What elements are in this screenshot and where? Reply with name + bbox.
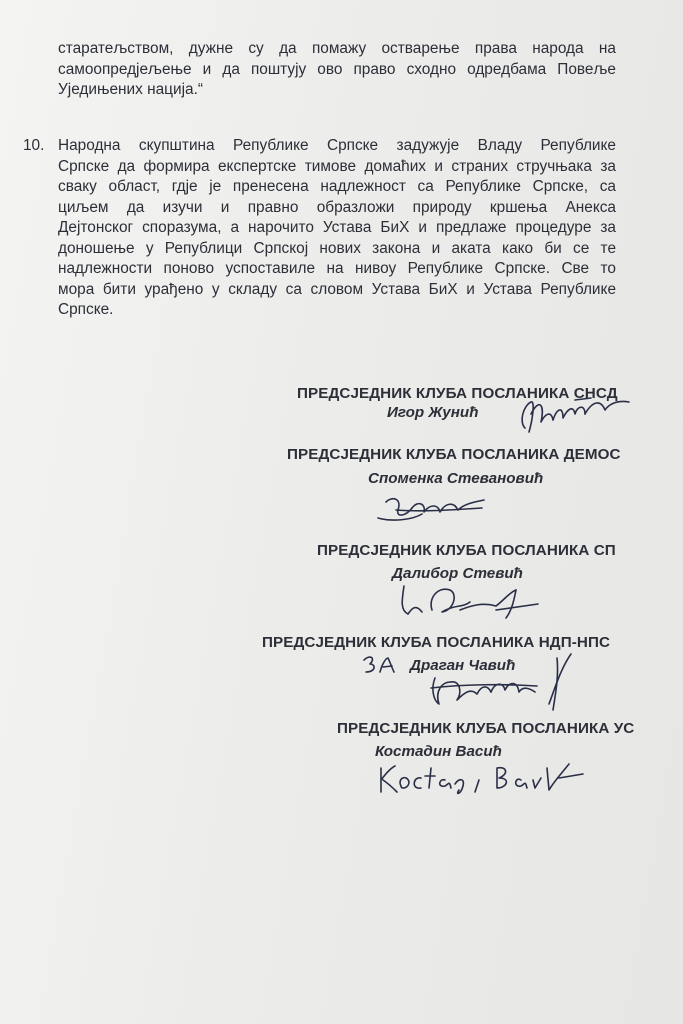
signature-title: ПРЕДСЈЕДНИК КЛУБА ПОСЛАНИКА СП <box>317 542 616 559</box>
signature-name: Споменка Стевановић <box>368 470 544 487</box>
text-line: циљем да изучи и правно образложи природу кршења Анекса <box>58 198 616 216</box>
handwritten-signature <box>372 492 502 528</box>
handwritten-signature <box>398 580 548 622</box>
paragraph-continuation <box>58 39 616 101</box>
signature-name: Костадин Васић <box>375 743 502 760</box>
handwritten-prefix <box>360 652 396 678</box>
text-line: Дејтонског споразума, а нарочито Устава БиХ и предлаже процедуре за <box>58 219 616 236</box>
signature-title: ПРЕДСЈЕДНИК КЛУБА ПОСЛАНИКА СНСД <box>297 385 618 402</box>
numbered-item-10 <box>23 136 616 321</box>
text-line: Српске. <box>58 301 114 318</box>
signature-block-sp <box>317 542 616 582</box>
handwritten-signature <box>425 648 585 714</box>
text-line: старатељством, дужне су да помажу остварење права народа на <box>58 40 616 57</box>
text-line: сваку област, гдје је пренесена надлежност са Републике Српске, са <box>58 178 616 195</box>
signature-name: Далибор Стевић <box>392 565 523 582</box>
text-line: Народна скупштина Републике Српске задужује Владу Републике <box>58 137 616 154</box>
signature-name: Драган Чавић <box>410 657 516 674</box>
signature-title: ПРЕДСЈЕДНИК КЛУБА ПОСЛАНИКА УС <box>337 720 635 737</box>
text-line: мора бити урађено у складу са словом Устава БиХ и Устава Републике <box>58 280 616 298</box>
item-number: 10. <box>23 137 45 154</box>
signature-title: ПРЕДСЈЕДНИК КЛУБА ПОСЛАНИКА НДП-НПС <box>262 634 611 651</box>
text-line: Српске да формира експертске тимове домаћих и страних стручњака за <box>58 157 616 175</box>
text-line: надлежности поново успоставиле на нивоу Републике Српске. Све то <box>58 260 616 277</box>
signature-block-us <box>337 720 635 760</box>
signature-title: ПРЕДСЈЕДНИК КЛУБА ПОСЛАНИКА ДЕМОС <box>287 446 621 463</box>
handwritten-signature <box>505 392 635 440</box>
handwritten-signature <box>375 754 605 798</box>
text-line: Уједињених нација.“ <box>58 81 203 98</box>
text-line: доношење у Републици Српској нових закона и аката како би се те <box>58 239 616 257</box>
text-line: самоопредјељење и да поштују ово право сходно одредбама Повеље <box>58 60 616 78</box>
signature-name: Игор Жунић <box>387 404 479 421</box>
signature-block-demos <box>287 446 621 487</box>
